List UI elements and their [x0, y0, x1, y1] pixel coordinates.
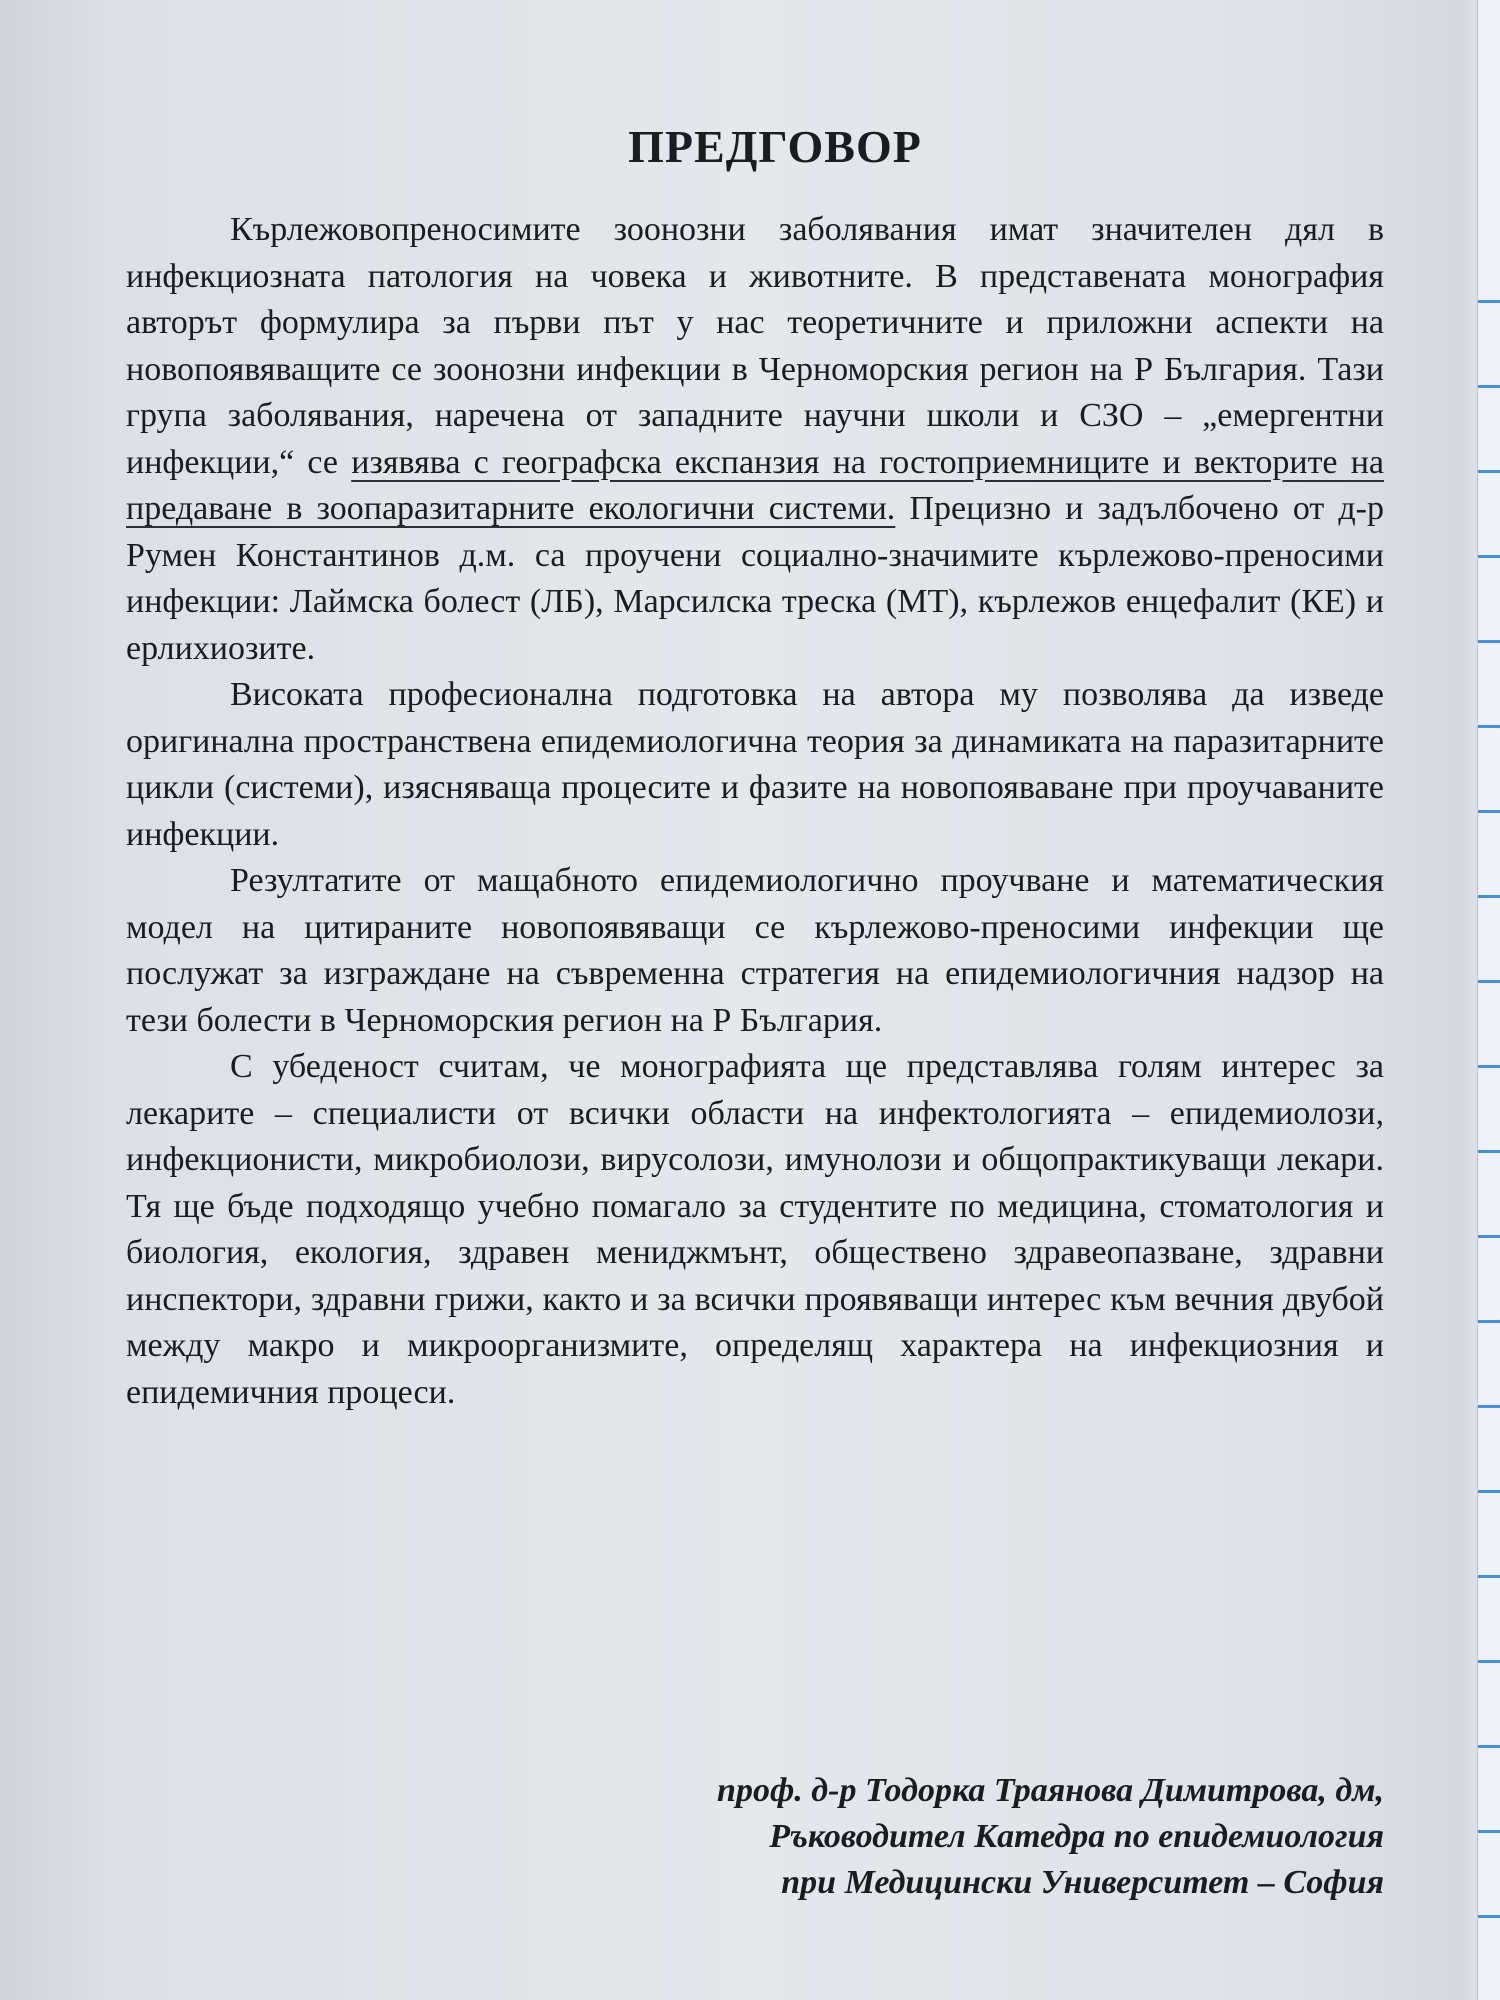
- notebook-line: [1478, 1575, 1500, 1578]
- signature-author: проф. д-р Тодорка Траянова Димитрова, дм,: [717, 1772, 1384, 1809]
- notebook-line: [1478, 1660, 1500, 1663]
- notebook-line: [1478, 725, 1500, 728]
- notebook-line: [1478, 470, 1500, 473]
- notebook-line: [1478, 1320, 1500, 1323]
- notebook-line: [1478, 1405, 1500, 1408]
- paragraph-1-text-b: Прецизно и задълбочено от д-р Румен Константинов д.м. са проучени социално-значимите кърлежово-преносими инфекции: Лаймска болест (ЛБ), Марсилска треска (МТ), кърлежов енцефалит (КЕ) и ерлихиозите.: [126, 490, 1384, 667]
- notebook-line: [1478, 1235, 1500, 1238]
- underlined-passage: изявява с географска експанзия на гостоприемниците и векторите на предаване в зоопаразитарните екологични системи.: [126, 443, 1385, 527]
- notebook-line: [1478, 1915, 1500, 1918]
- notebook-line: [1478, 810, 1500, 813]
- paragraph-3: Резултатите от мащабното епидемиологично проучване и математическия модел на цитираните новопоявяващи се кърлежово-преносими инфекции ще послужат за изграждане на съвременна стратегия на епидемиологичния надзор на тези болести в Черноморския регион на Р България.: [126, 862, 1384, 1039]
- notebook-line: [1478, 1150, 1500, 1153]
- signature-position: Ръководител Катедра по епидемиология: [769, 1818, 1384, 1855]
- paragraph-1-text-a: Кърлежовопреносимите зоонозни заболявания имат значителен дял в инфекциозната патология на човека и животните. В представената монография авторът формулира за първи път у нас теоретичните и приложни аспекти на новопоявяващите се зоонозни инфекции в Черноморския регион на Р България. Тази група заболявания, наречена от западните научни школи и СЗО – „емергентни инфекции,“ се: [126, 211, 1384, 481]
- document-body: [126, 120, 1384, 1416]
- notebook-line: [1478, 980, 1500, 983]
- page-title: ПРЕДГОВОР: [628, 121, 922, 172]
- paragraph-4: С убеденост считам, че монографията ще представлява голям интерес за лекарите – специалисти от всички области на инфектологията – епидемиолози, инфекционисти, микробиолози, вирусолози, имунолози и общопрактикуващи лекари. Тя ще бъде подходящо учебно помагало за студентите по медицина, стоматология и биология, екология, здравен мениджмънт, обществено здравеопазване, здравни инспектори, здравни грижи, както и за всички проявяващи интерес към вечния двубой между макро и микроорганизмите, определящ характера на инфекциозния и епидемичния процеси.: [126, 1048, 1384, 1411]
- notebook-line: [1478, 640, 1500, 643]
- notebook-line: [1478, 1745, 1500, 1748]
- signature-institution: при Медицински Университет – София: [781, 1864, 1384, 1901]
- notebook-line: [1478, 1490, 1500, 1493]
- notebook-line: [1478, 1830, 1500, 1833]
- signature-block: [717, 1768, 1384, 1906]
- notebook-line: [1478, 1065, 1500, 1068]
- notebook-line: [1478, 385, 1500, 388]
- notebook-line: [1478, 895, 1500, 898]
- notebook-line: [1478, 555, 1500, 558]
- paragraph-2: Високата професионална подготовка на автора му позволява да изведе оригинална пространствена епидемиологична теория за динамиката на паразитарните цикли (системи), изясняваща процесите и фазите на новопояваване при проучаваните инфекции.: [126, 676, 1384, 853]
- notebook-line: [1478, 300, 1500, 303]
- paragraph-1: [126, 207, 1384, 672]
